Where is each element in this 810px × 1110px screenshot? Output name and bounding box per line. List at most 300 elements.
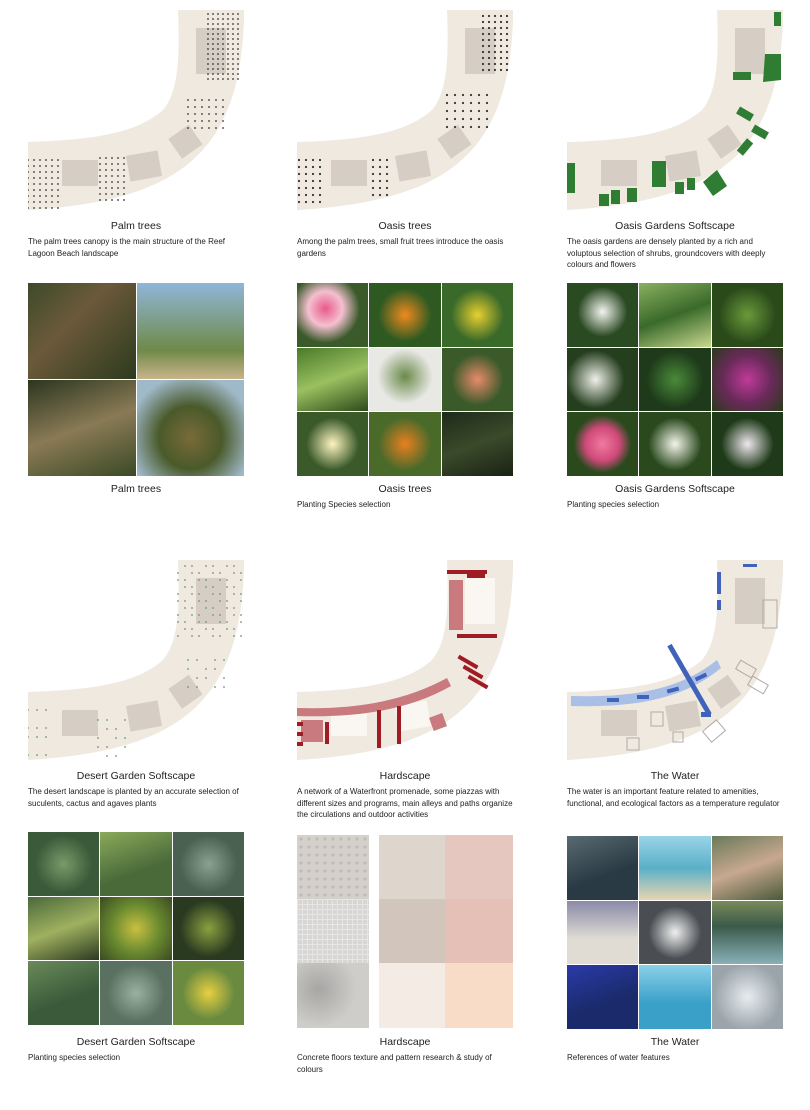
tree-dot — [45, 171, 47, 173]
photo-title: The Water — [650, 1036, 700, 1048]
tree-dot — [482, 45, 484, 47]
tree-dot — [207, 53, 209, 55]
tree-dot — [312, 194, 314, 196]
tree-dot — [105, 181, 107, 183]
tree-dot — [232, 18, 234, 20]
tree-dot — [305, 173, 307, 175]
tree-dot — [478, 118, 480, 120]
tree-dot — [386, 180, 388, 182]
tree-dot — [298, 201, 300, 203]
tree-dot — [482, 63, 484, 65]
tree-dot — [105, 169, 107, 171]
tree-dot — [482, 33, 484, 35]
tree-dot — [506, 33, 508, 35]
tree-dot — [217, 23, 219, 25]
plan-title: Desert Garden Softscape — [76, 770, 196, 782]
tree-dot — [33, 189, 35, 191]
tree-dot — [39, 177, 41, 179]
tree-dot — [194, 106, 196, 108]
tree-dot — [45, 159, 47, 161]
tree-dot — [33, 195, 35, 197]
tree-dot — [217, 18, 219, 20]
tree-dot — [212, 635, 214, 637]
tree-dot — [500, 39, 502, 41]
tree-dot — [240, 614, 242, 616]
tree-dot — [45, 201, 47, 203]
tree-dot — [207, 73, 209, 75]
tree-dot — [482, 51, 484, 53]
tree-dot — [500, 63, 502, 65]
tree-dot — [488, 69, 490, 71]
tree-dot — [319, 159, 321, 161]
tree-dot — [124, 737, 126, 739]
tree-dot — [233, 614, 235, 616]
tree-dot — [372, 187, 374, 189]
tree-dot — [201, 113, 203, 115]
tree-dot — [207, 48, 209, 50]
tree-dot — [478, 126, 480, 128]
tree-dot — [500, 33, 502, 35]
tree-dot — [57, 201, 59, 203]
tree-dot — [240, 621, 242, 623]
tree-dot — [205, 628, 207, 630]
tree-dot — [214, 668, 216, 670]
tree-dot — [194, 120, 196, 122]
tree-dot — [184, 600, 186, 602]
plan-description: The desert landscape is planted by an accurate selection of suculents, cactus and agaves plants — [28, 787, 239, 808]
tree-dot — [232, 68, 234, 70]
tree-dot — [45, 736, 47, 738]
hardscape-plan — [297, 560, 513, 765]
tree-dot — [99, 193, 101, 195]
tree-dot — [219, 572, 221, 574]
tree-dot — [177, 593, 179, 595]
tree-dot — [207, 78, 209, 80]
tree-dot — [205, 668, 207, 670]
plan-title: The Water — [650, 770, 700, 782]
tree-dot — [115, 755, 117, 757]
tree-dot — [123, 193, 125, 195]
tree-dot — [470, 102, 472, 104]
tree-dot — [123, 181, 125, 183]
tree-dot — [379, 166, 381, 168]
tree-dot — [222, 23, 224, 25]
tree-dot — [298, 187, 300, 189]
tree-dot — [233, 565, 235, 567]
tree-dot — [36, 709, 38, 711]
tree-dot — [240, 600, 242, 602]
tree-dot — [205, 677, 207, 679]
tree-dot — [191, 593, 193, 595]
tree-dot — [506, 15, 508, 17]
tree-dot — [187, 127, 189, 129]
tree-dot — [500, 27, 502, 29]
tree-dot — [372, 159, 374, 161]
tree-dot — [184, 607, 186, 609]
tree-dot — [482, 69, 484, 71]
tree-dot — [217, 43, 219, 45]
tree-dot — [187, 113, 189, 115]
tree-dot — [226, 586, 228, 588]
tree-dot — [217, 13, 219, 15]
tree-dot — [212, 53, 214, 55]
tree-dot — [232, 33, 234, 35]
tree-dot — [106, 746, 108, 748]
tree-dot — [237, 68, 239, 70]
tree-dot — [227, 73, 229, 75]
tree-dot — [205, 565, 207, 567]
tree-dot — [222, 58, 224, 60]
tree-dot — [217, 53, 219, 55]
tree-dot — [212, 586, 214, 588]
tree-dot — [33, 201, 35, 203]
tree-dot — [217, 58, 219, 60]
tree-dot — [212, 43, 214, 45]
tree-dot — [222, 99, 224, 101]
tree-dot — [305, 159, 307, 161]
tree-dot — [207, 18, 209, 20]
tree-dot — [33, 165, 35, 167]
tree-dot — [494, 51, 496, 53]
tree-dot — [105, 199, 107, 201]
tree-dot — [232, 48, 234, 50]
tree-dot — [506, 45, 508, 47]
tree-dot — [177, 635, 179, 637]
tree-dot — [45, 207, 47, 209]
tree-dot — [51, 159, 53, 161]
tree-dot — [226, 628, 228, 630]
tree-dot — [51, 171, 53, 173]
tree-dot — [222, 43, 224, 45]
tree-dot — [123, 175, 125, 177]
tree-dot — [227, 68, 229, 70]
tree-dot — [494, 45, 496, 47]
tree-dot — [237, 58, 239, 60]
tree-dot — [207, 13, 209, 15]
tree-dot — [222, 18, 224, 20]
tree-dot — [386, 173, 388, 175]
tree-dot — [488, 21, 490, 23]
photo-description: References of water features — [567, 1053, 670, 1062]
tree-dot — [482, 39, 484, 41]
tree-dot — [232, 38, 234, 40]
tree-dot — [386, 187, 388, 189]
tree-dot — [222, 78, 224, 80]
tree-dot — [106, 728, 108, 730]
tree-dot — [212, 13, 214, 15]
tree-dot — [215, 120, 217, 122]
tree-dot — [494, 15, 496, 17]
tree-dot — [500, 57, 502, 59]
tree-dot — [219, 600, 221, 602]
tree-dot — [237, 73, 239, 75]
tree-dot — [187, 120, 189, 122]
tree-dot — [191, 607, 193, 609]
tree-dot — [219, 621, 221, 623]
tree-dot — [240, 579, 242, 581]
photo-description: Planting species selection — [28, 1053, 121, 1062]
tree-dot — [222, 106, 224, 108]
tree-dot — [111, 187, 113, 189]
tree-dot — [105, 193, 107, 195]
tree-dot — [191, 628, 193, 630]
tree-dot — [198, 579, 200, 581]
tree-dot — [446, 126, 448, 128]
tree-dot — [319, 194, 321, 196]
tree-dot — [494, 27, 496, 29]
tree-dot — [39, 189, 41, 191]
tree-dot — [198, 572, 200, 574]
tree-dot — [207, 68, 209, 70]
tree-dot — [33, 177, 35, 179]
tree-dot — [208, 113, 210, 115]
tree-dot — [222, 73, 224, 75]
tree-dot — [191, 572, 193, 574]
tree-dot — [494, 21, 496, 23]
tree-dot — [215, 99, 217, 101]
tree-dot — [215, 106, 217, 108]
tree-dot — [379, 173, 381, 175]
photo-description: Concrete floors texture and pattern research & study of colours — [297, 1053, 492, 1074]
tree-dot — [486, 110, 488, 112]
tree-dot — [488, 33, 490, 35]
tree-dot — [462, 110, 464, 112]
tree-dot — [177, 621, 179, 623]
tree-dot — [123, 199, 125, 201]
tree-dot — [111, 157, 113, 159]
tree-dot — [494, 39, 496, 41]
tree-dot — [506, 63, 508, 65]
tree-dot — [191, 565, 193, 567]
tree-dot — [232, 63, 234, 65]
tree-dot — [39, 195, 41, 197]
tree-dot — [232, 23, 234, 25]
tree-dot — [233, 635, 235, 637]
tree-dot — [208, 99, 210, 101]
tree-dot — [111, 169, 113, 171]
tree-dot — [208, 120, 210, 122]
tree-dot — [51, 177, 53, 179]
tree-dot — [470, 110, 472, 112]
tree-dot — [123, 163, 125, 165]
tree-dot — [386, 166, 388, 168]
hardscape-texture-collage — [297, 835, 513, 1028]
tree-dot — [227, 53, 229, 55]
tree-dot — [227, 18, 229, 20]
tree-dot — [227, 38, 229, 40]
tree-dot — [237, 33, 239, 35]
tree-dot — [117, 175, 119, 177]
tree-dot — [319, 187, 321, 189]
tree-dot — [470, 118, 472, 120]
tree-dot — [305, 201, 307, 203]
tree-dot — [177, 600, 179, 602]
tree-dot — [227, 13, 229, 15]
tree-dot — [298, 166, 300, 168]
tree-dot — [207, 43, 209, 45]
plan-title: Palm trees — [110, 220, 162, 232]
tree-dot — [194, 127, 196, 129]
plan-title: Hardscape — [379, 770, 431, 782]
tree-dot — [446, 102, 448, 104]
tree-dot — [207, 33, 209, 35]
tree-dot — [205, 607, 207, 609]
tree-dot — [222, 48, 224, 50]
tree-dot — [57, 159, 59, 161]
tree-dot — [57, 171, 59, 173]
tree-dot — [177, 614, 179, 616]
tree-dot — [298, 194, 300, 196]
tree-dot — [196, 677, 198, 679]
plan-description: The water is an important feature related to amenities, functional, and ecological factors as a temperature regulator — [567, 787, 780, 808]
tree-dot — [184, 628, 186, 630]
tree-dot — [196, 659, 198, 661]
tree-dot — [312, 166, 314, 168]
tree-dot — [111, 193, 113, 195]
tree-dot — [39, 171, 41, 173]
tree-dot — [214, 686, 216, 688]
tree-dot — [207, 63, 209, 65]
tree-dot — [97, 719, 99, 721]
tree-dot — [237, 38, 239, 40]
tree-dot — [372, 194, 374, 196]
plan-description: Among the palm trees, small fruit trees introduce the oasis gardens — [297, 237, 504, 258]
tree-dot — [33, 183, 35, 185]
tree-dot — [488, 57, 490, 59]
photo-title: Palm trees — [110, 483, 162, 495]
tree-dot — [506, 21, 508, 23]
tree-dot — [226, 621, 228, 623]
tree-dot — [462, 102, 464, 104]
water-plan — [567, 560, 783, 765]
tree-dot — [111, 163, 113, 165]
tree-dot — [57, 177, 59, 179]
plan-description: The oasis gardens are densely planted by a rich and voluptous selection of shrubs, groundcovers with deeply colours and flowers — [567, 237, 766, 269]
tree-dot — [454, 118, 456, 120]
tree-dot — [115, 737, 117, 739]
tree-dot — [117, 169, 119, 171]
tree-dot — [111, 181, 113, 183]
tree-dot — [305, 194, 307, 196]
tree-dot — [217, 78, 219, 80]
tree-dot — [45, 727, 47, 729]
tree-dot — [226, 579, 228, 581]
tree-dot — [500, 69, 502, 71]
tree-dot — [115, 728, 117, 730]
tree-dot — [500, 15, 502, 17]
tree-dot — [223, 686, 225, 688]
tree-dot — [482, 27, 484, 29]
tree-dot — [379, 187, 381, 189]
tree-dot — [454, 126, 456, 128]
tree-dot — [232, 13, 234, 15]
tree-dot — [198, 593, 200, 595]
tree-dot — [198, 600, 200, 602]
tree-dot — [232, 58, 234, 60]
tree-dot — [39, 201, 41, 203]
tree-dot — [223, 659, 225, 661]
tree-dot — [99, 181, 101, 183]
oasis-gardens-photo-collage — [567, 283, 783, 476]
tree-dot — [223, 677, 225, 679]
tree-dot — [219, 579, 221, 581]
tree-dot — [494, 63, 496, 65]
tree-dot — [372, 166, 374, 168]
tree-dot — [232, 43, 234, 45]
tree-dot — [478, 110, 480, 112]
tree-dot — [482, 21, 484, 23]
tree-dot — [117, 181, 119, 183]
tree-dot — [386, 159, 388, 161]
tree-dot — [207, 23, 209, 25]
tree-dot — [488, 39, 490, 41]
tree-dot — [57, 195, 59, 197]
tree-dot — [217, 38, 219, 40]
tree-dot — [233, 607, 235, 609]
palm-photo-collage — [28, 283, 244, 476]
tree-dot — [212, 18, 214, 20]
tree-dot — [237, 43, 239, 45]
tree-dot — [237, 78, 239, 80]
tree-dot — [212, 73, 214, 75]
tree-dot — [470, 94, 472, 96]
tree-dot — [227, 43, 229, 45]
tree-dot — [506, 69, 508, 71]
tree-dot — [124, 746, 126, 748]
tree-dot — [222, 28, 224, 30]
tree-dot — [45, 177, 47, 179]
tree-dot — [177, 572, 179, 574]
tree-dot — [117, 157, 119, 159]
tree-dot — [462, 118, 464, 120]
tree-dot — [106, 755, 108, 757]
tree-dot — [51, 183, 53, 185]
tree-dot — [39, 165, 41, 167]
tree-dot — [237, 48, 239, 50]
tree-dot — [298, 180, 300, 182]
tree-dot — [237, 28, 239, 30]
tree-dot — [226, 607, 228, 609]
tree-dot — [500, 51, 502, 53]
tree-dot — [486, 102, 488, 104]
tree-dot — [488, 45, 490, 47]
tree-dot — [319, 173, 321, 175]
tree-dot — [191, 614, 193, 616]
tree-dot — [232, 53, 234, 55]
tree-dot — [227, 63, 229, 65]
tree-dot — [217, 68, 219, 70]
tree-dot — [51, 189, 53, 191]
tree-dot — [462, 126, 464, 128]
tree-dot — [45, 709, 47, 711]
desert-photo-collage — [28, 832, 244, 1025]
tree-dot — [233, 572, 235, 574]
tree-dot — [212, 68, 214, 70]
tree-dot — [240, 635, 242, 637]
tree-dot — [222, 120, 224, 122]
tree-dot — [99, 169, 101, 171]
tree-dot — [212, 614, 214, 616]
tree-dot — [51, 207, 53, 209]
tree-dot — [57, 189, 59, 191]
tree-dot — [45, 165, 47, 167]
tree-dot — [227, 78, 229, 80]
tree-dot — [39, 159, 41, 161]
tree-dot — [486, 118, 488, 120]
tree-dot — [232, 28, 234, 30]
tree-dot — [184, 565, 186, 567]
tree-dot — [446, 118, 448, 120]
